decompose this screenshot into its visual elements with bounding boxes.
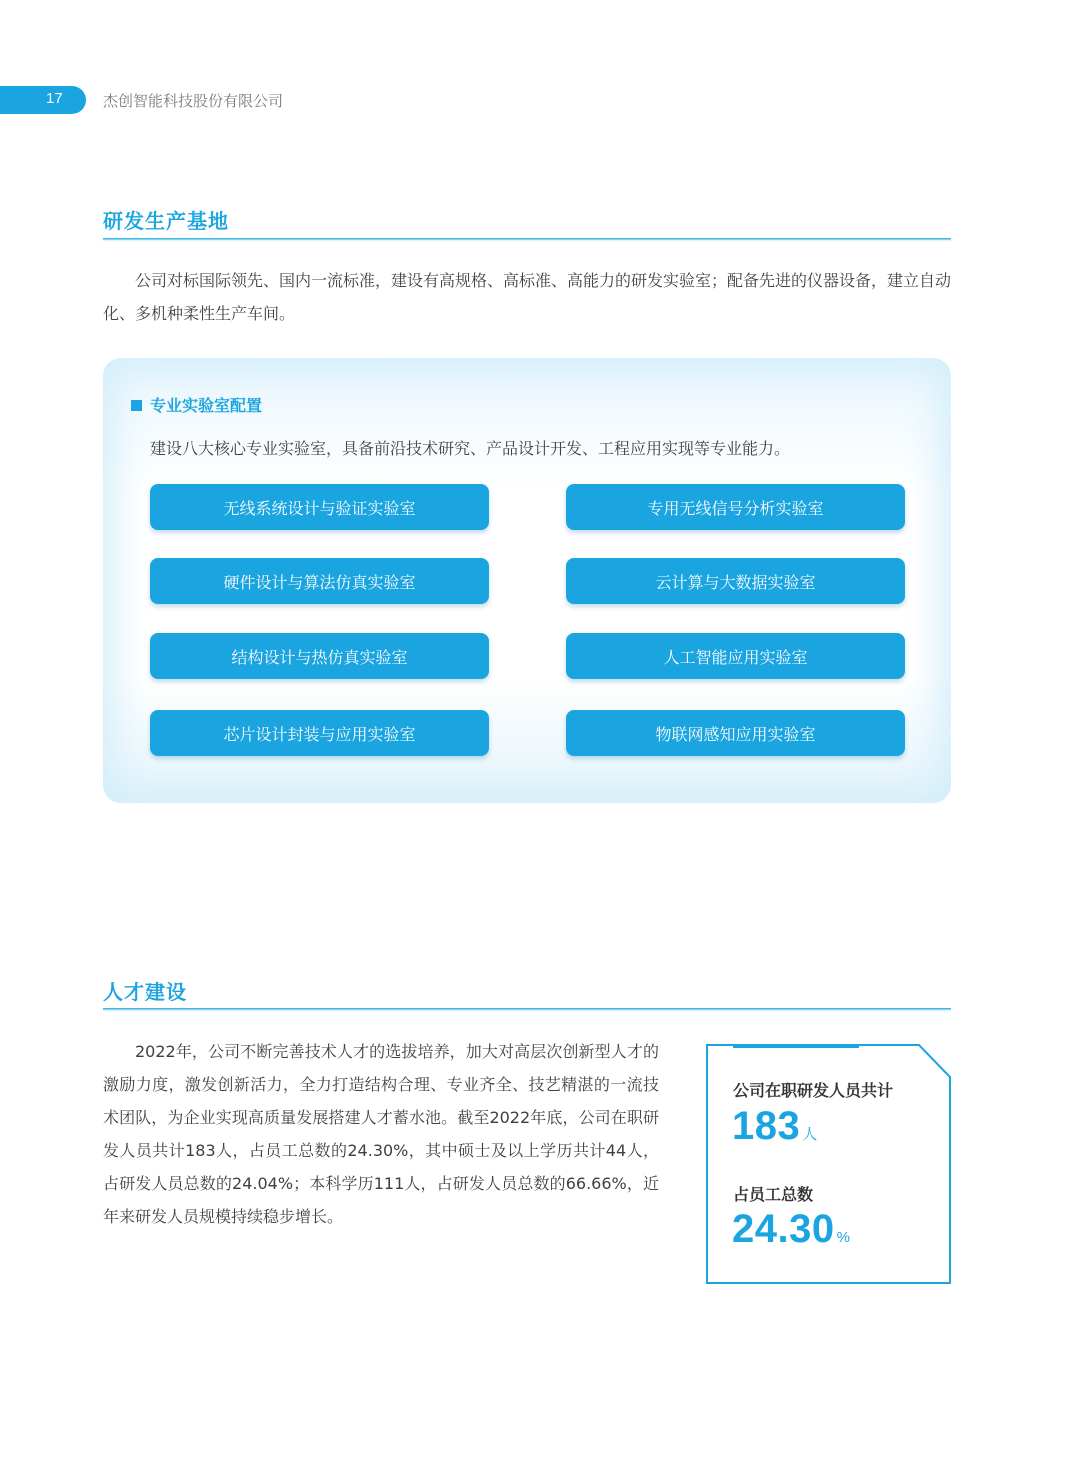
staff-ratio-value: 24.30 [732, 1207, 835, 1251]
rd-staff-unit: 人 [802, 1126, 818, 1143]
rd-staff-value: 183 [732, 1104, 801, 1148]
labs-panel-intro: 建设八大核心专业实验室，具备前沿技术研究、产品设计开发、工程应用实现等专业能力。 [150, 439, 791, 458]
labs-panel-heading [131, 393, 262, 416]
lab-iot-sensing: 物联网感知应用实验室 [566, 710, 905, 756]
square-bullet-icon [131, 400, 142, 411]
lab-chip-design-packaging: 芯片设计封装与应用实验室 [150, 710, 489, 756]
staff-ratio-stat [732, 1207, 850, 1252]
lab-wireless-system-design: 无线系统设计与验证实验室 [150, 484, 489, 530]
labs-panel-heading-text: 专业实验室配置 [150, 396, 263, 415]
talent-section-title: 人才建设 [103, 980, 187, 1004]
staff-ratio-unit: % [836, 1229, 851, 1246]
lab-ai-application: 人工智能应用实验室 [566, 633, 905, 679]
rd-section-intro: 公司对标国际领先、国内一流标准，建设有高规格、高标准、高能力的研发实验室；配备先进的仪器设备，建立自动化、多机种柔性生产车间。 [103, 271, 952, 323]
page-number: 17 [46, 90, 63, 107]
lab-wireless-signal-analysis: 专用无线信号分析实验室 [566, 484, 905, 530]
rd-section-divider [103, 238, 951, 242]
lab-hardware-algorithm-simulation: 硬件设计与算法仿真实验室 [150, 558, 489, 604]
rd-staff-label: 公司在职研发人员共计 [733, 1081, 894, 1100]
staff-ratio-label: 占员工总数 [733, 1185, 814, 1204]
talent-section-body: 2022年，公司不断完善技术人才的选拔培养，加大对高层次创新型人才的激励力度，激发创新活力，全力打造结构合理、专业齐全、技艺精湛的一流技术团队，为企业实现高质量发展搭建人才蓄水池。截至2022年底，公司在职研发人员共计183人，占员工总数的24.30%，其中硕士及以上学历共计44人，占研发人员总数的24.04%；本科学历111人，占研发人员总数的66.66%，近年来研发人员规模持续稳步增长。 [103, 1042, 659, 1226]
lab-cloud-big-data: 云计算与大数据实验室 [566, 558, 905, 604]
talent-section-divider [103, 1008, 951, 1012]
company-name: 杰创智能科技股份有限公司 [103, 92, 284, 110]
rd-section-title: 研发生产基地 [103, 209, 229, 233]
page-number-tab [0, 86, 86, 114]
lab-structural-thermal-simulation: 结构设计与热仿真实验室 [150, 633, 489, 679]
stats-box [706, 1044, 951, 1284]
rd-staff-stat [732, 1104, 818, 1149]
